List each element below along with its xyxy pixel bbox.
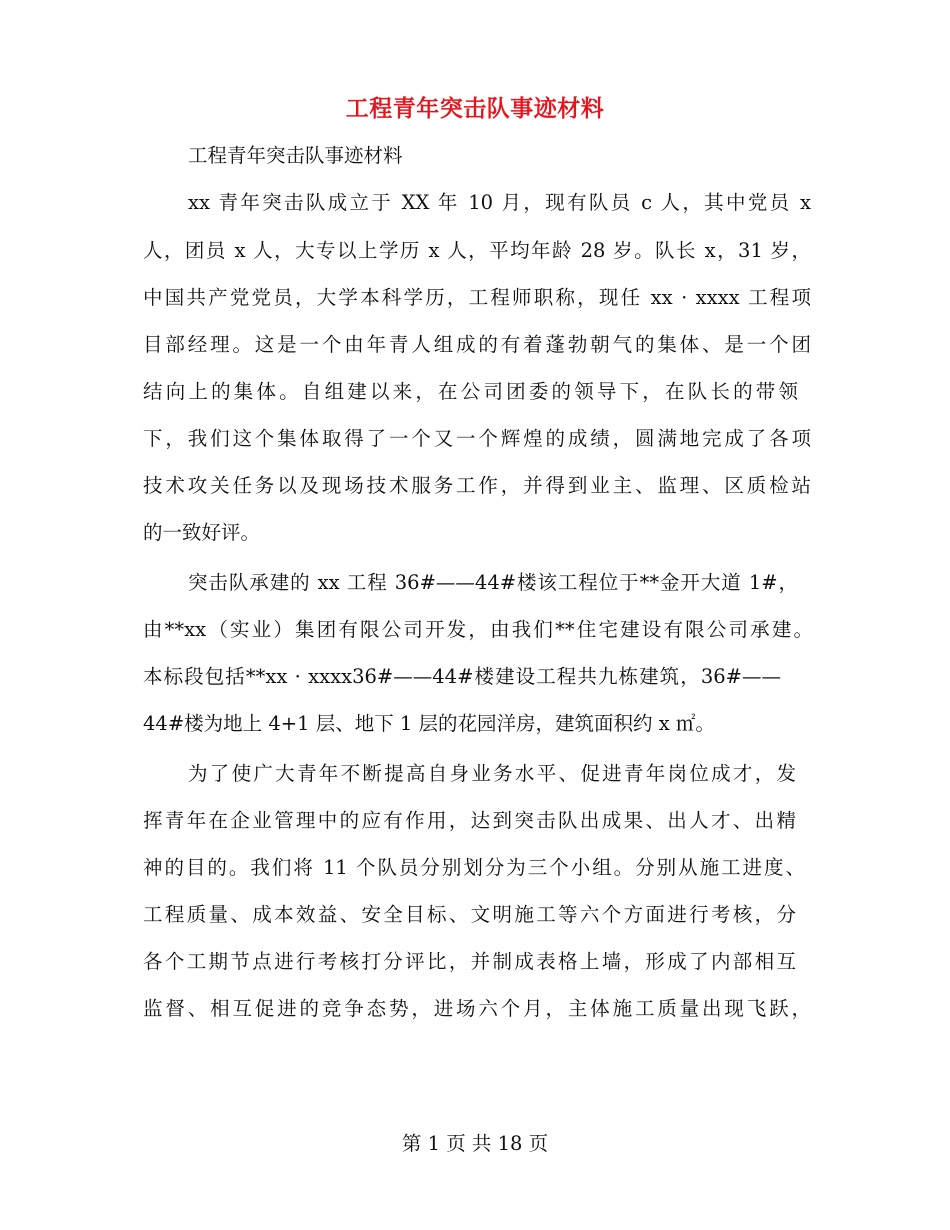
paragraph-line: 技术攻关任务以及现场技术服务工作，并得到业主、监理、区质检站 bbox=[143, 474, 811, 497]
paragraph-line: 突击队承建的 xx 工程 36#——44#楼该工程位于**金开大道 1#， bbox=[188, 571, 798, 594]
paragraph-line: 下，我们这个集体取得了一个又一个辉煌的成绩，圆满地完成了各项 bbox=[143, 427, 811, 450]
paragraph-line: 各个工期节点进行考核打分评比，并制成表格上墙，形成了内部相互 bbox=[143, 950, 796, 973]
paragraph-line: 由**xx（实业）集团有限公司开发，由我们**住宅建设有限公司承建。 bbox=[143, 618, 813, 641]
paragraph-line: 中国共产党党员，大学本科学历，工程师职称，现任 xx · xxxx 工程项 bbox=[143, 286, 811, 309]
paragraph-line: 结向上的集体。自组建以来，在公司团委的领导下，在队长的带领 bbox=[143, 380, 798, 403]
paragraph-line: 挥青年在企业管理中的应有作用，达到突击队出成果、出人才、出精 bbox=[143, 809, 796, 832]
paragraph-line: 的一致好评。 bbox=[143, 521, 261, 544]
paragraph-line: 本标段包括**xx · xxxx36#——44#楼建设工程共九栋建筑，36#—— bbox=[143, 665, 781, 688]
subtitle-line: 工程青年突击队事迹材料 bbox=[188, 144, 403, 167]
document-title: 工程青年突击队事迹材料 bbox=[345, 95, 605, 122]
paragraph-line: 44#楼为地上 4+1 层、地下 1 层的花园洋房，建筑面积约 x ㎡。 bbox=[143, 712, 715, 735]
paragraph-line: 神的目的。我们将 11 个队员分别划分为三个小组。分别从施工进度、 bbox=[143, 856, 805, 879]
page-footer: 第 1 页 共 18 页 bbox=[401, 1132, 549, 1155]
paragraph-line: 为了使广大青年不断提高自身业务水平、促进青年岗位成才，发 bbox=[188, 762, 796, 785]
paragraph-line: xx 青年突击队成立于 XX 年 10 月，现有队员 c 人，其中党员 x bbox=[188, 191, 811, 214]
paragraph-line: 监督、相互促进的竞争态势，进场六个月，主体施工质量出现飞跃， bbox=[143, 997, 811, 1020]
paragraph-line: 目部经理。这是一个由年青人组成的有着蓬勃朝气的集体、是一个团 bbox=[143, 333, 811, 356]
paragraph-line: 工程质量、成本效益、安全目标、文明施工等六个方面进行考核，分 bbox=[143, 903, 796, 926]
paragraph-line: 人，团员 x 人，大专以上学历 x 人，平均年龄 28 岁。队长 x，31 岁， bbox=[143, 239, 811, 262]
